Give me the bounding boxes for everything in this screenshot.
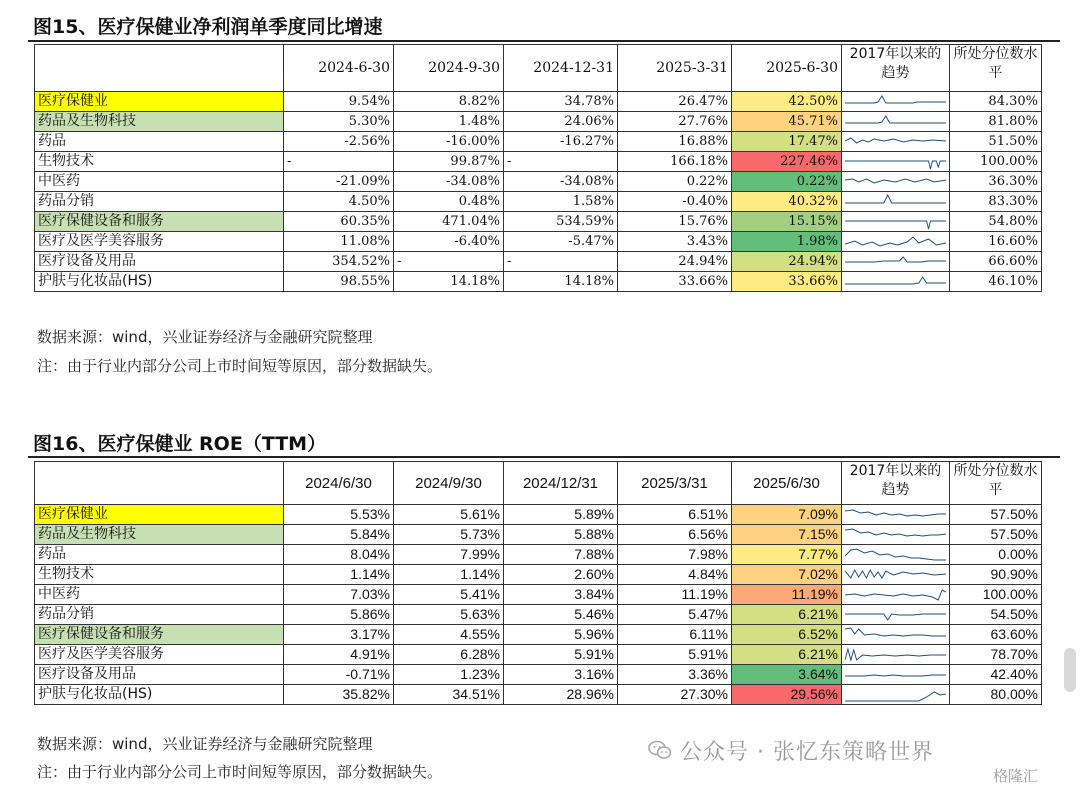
industry-name: 护肤与化妆品(HS) [35,685,284,705]
value-cell: 5.91% [504,645,618,665]
figure15-header-trend: 2017年以来的趋势 [842,45,950,92]
figure15-header-percentile: 所处分位数水平 [950,45,1042,92]
figure15-header-date: 2024-9-30 [394,45,504,92]
scrollbar-thumb[interactable] [1064,648,1076,692]
sparkline-svg [845,566,946,583]
value-cell: 4.50% [284,192,394,212]
value-cell: 11.08% [284,232,394,252]
value-cell: 4.84% [618,565,732,585]
industry-name: 医疗设备及用品 [35,665,284,685]
sparkline-path [845,179,946,183]
industry-name: 医疗保健设备和服务 [35,212,284,232]
table-row [35,152,1042,172]
value-cell: 0.48% [394,192,504,212]
sparkline-svg [845,93,946,110]
value-cell: 1.98% [732,232,842,252]
sparkline-svg [845,233,946,250]
value-cell: -21.09% [284,172,394,192]
value-cell: -34.08% [504,172,618,192]
value-cell: 3.43% [618,232,732,252]
value-cell: 34.78% [504,92,618,112]
sparkline-svg [845,626,946,643]
value-cell: 98.55% [284,272,394,292]
figure16-source: 数据来源：wind，兴业证券经济与金融研究院整理 [37,735,373,753]
percentile-cell: 46.10% [950,272,1042,292]
value-cell: - [394,252,504,272]
trend-sparkline [842,645,950,665]
value-cell: 1.14% [394,565,504,585]
percentile-cell: 90.90% [950,565,1042,585]
value-cell: 4.55% [394,625,504,645]
value-cell: 0.22% [732,172,842,192]
sparkline-path [845,96,946,103]
industry-name: 医疗设备及用品 [35,252,284,272]
sparkline-svg [845,666,946,683]
value-cell: 6.51% [618,505,732,525]
industry-name: 中医药 [35,172,284,192]
value-cell: 60.35% [284,212,394,232]
value-cell: 26.47% [618,92,732,112]
value-cell: 3.17% [284,625,394,645]
value-cell: 8.82% [394,92,504,112]
percentile-cell: 100.00% [950,585,1042,605]
sparkline-path [845,221,946,229]
figure15-header-date: 2024-6-30 [284,45,394,92]
value-cell: 7.03% [284,585,394,605]
value-cell: -5.47% [504,232,618,252]
value-cell: -0.71% [284,665,394,685]
sparkline-svg [845,586,946,603]
percentile-cell: 78.70% [950,645,1042,665]
sparkline-svg [845,113,946,130]
percentile-cell: 63.60% [950,625,1042,645]
trend-sparkline [842,545,950,565]
figure16-header-date: 2024/9/30 [394,462,504,505]
value-cell: 5.89% [504,505,618,525]
industry-name: 护肤与化妆品(HS) [35,272,284,292]
table-row [35,272,1042,292]
industry-name: 药品及生物科技 [35,525,284,545]
figure15-source: 数据来源：wind，兴业证券经济与金融研究院整理 [37,328,373,346]
value-cell: 5.61% [394,505,504,525]
value-cell: 6.21% [732,645,842,665]
percentile-cell: 57.50% [950,525,1042,545]
sparkline-path [845,614,946,620]
trend-sparkline [842,565,950,585]
value-cell: 1.23% [394,665,504,685]
value-cell: 227.46% [732,152,842,172]
industry-name: 药品 [35,545,284,565]
trend-sparkline [842,132,950,152]
sparkline-path [845,570,946,578]
trend-sparkline [842,112,950,132]
value-cell: 42.50% [732,92,842,112]
sparkline-path [845,138,946,143]
wechat-icon [648,740,672,760]
sparkline-svg [845,133,946,150]
value-cell: 3.16% [504,665,618,685]
table-row [35,172,1042,192]
value-cell: 40.32% [732,192,842,212]
figure16-table [34,461,1042,705]
industry-name: 医疗及医学美容服务 [35,232,284,252]
value-cell: 7.77% [732,545,842,565]
value-cell: 17.47% [732,132,842,152]
sparkline-path [845,161,946,169]
trend-sparkline [842,605,950,625]
value-cell: 5.86% [284,605,394,625]
value-cell: 5.41% [394,585,504,605]
table-row [35,585,1042,605]
figure15-header-row [35,45,1042,92]
value-cell: 6.11% [618,625,732,645]
sparkline-path [845,675,946,676]
sparkline-path [845,692,946,701]
table-row [35,232,1042,252]
value-cell: -34.08% [394,172,504,192]
value-cell: 6.52% [732,625,842,645]
table-row [35,645,1042,665]
percentile-cell: 0.00% [950,545,1042,565]
table-row [35,605,1042,625]
value-cell: 14.18% [394,272,504,292]
value-cell: 24.06% [504,112,618,132]
trend-sparkline [842,525,950,545]
value-cell: 1.48% [394,112,504,132]
figure16-rule [28,456,1060,458]
industry-name: 医疗及医学美容服务 [35,645,284,665]
value-cell: 4.91% [284,645,394,665]
sparkline-path [845,116,946,123]
percentile-cell: 80.00% [950,685,1042,705]
value-cell: 99.87% [394,152,504,172]
value-cell: 5.30% [284,112,394,132]
value-cell: 9.54% [284,92,394,112]
value-cell: 6.56% [618,525,732,545]
figure16-header-date: 2024/12/31 [504,462,618,505]
value-cell: -0.40% [618,192,732,212]
value-cell: 15.76% [618,212,732,232]
value-cell: 5.63% [394,605,504,625]
value-cell: 15.15% [732,212,842,232]
value-cell: 8.04% [284,545,394,565]
industry-name: 药品及生物科技 [35,112,284,132]
table-row [35,252,1042,272]
value-cell: 14.18% [504,272,618,292]
value-cell: 5.73% [394,525,504,545]
figure15-note: 注：由于行业内部分公司上市时间短等原因，部分数据缺失。 [37,357,443,375]
table-row [35,92,1042,112]
sparkline-svg [845,213,946,230]
value-cell: 5.91% [618,645,732,665]
figure16-note: 注：由于行业内部分公司上市时间短等原因，部分数据缺失。 [37,763,443,781]
sparkline-path [845,510,946,516]
value-cell: 7.99% [394,545,504,565]
trend-sparkline [842,232,950,252]
value-cell: 1.58% [504,192,618,212]
value-cell: -16.27% [504,132,618,152]
sparkline-svg [845,193,946,210]
value-cell: 0.22% [618,172,732,192]
value-cell: 1.14% [284,565,394,585]
value-cell: 35.82% [284,685,394,705]
industry-name: 医疗保健业 [35,505,284,525]
figure16-title: 图16、医疗保健业 ROE（TTM） [33,433,327,455]
value-cell: 3.36% [618,665,732,685]
table-row [35,625,1042,645]
industry-name: 药品 [35,132,284,152]
percentile-cell: 36.30% [950,172,1042,192]
percentile-cell: 57.50% [950,505,1042,525]
sparkline-path [845,529,946,536]
sparkline-svg [845,273,946,290]
percentile-cell: 54.80% [950,212,1042,232]
value-cell: 7.15% [732,525,842,545]
sparkline-svg [845,606,946,623]
table-row [35,525,1042,545]
figure15-title: 图15、医疗保健业净利润单季度同比增速 [33,16,383,38]
value-cell: 3.84% [504,585,618,605]
table-row [35,665,1042,685]
value-cell: - [504,152,618,172]
value-cell: 11.19% [732,585,842,605]
percentile-cell: 100.00% [950,152,1042,172]
trend-sparkline [842,685,950,705]
value-cell: 33.66% [732,272,842,292]
trend-sparkline [842,272,950,292]
table-row [35,132,1042,152]
sparkline-path [845,590,946,600]
figure16-header-percentile: 所处分位数水平 [950,462,1042,505]
value-cell: 2.60% [504,565,618,585]
value-cell: 534.59% [504,212,618,232]
value-cell: 471.04% [394,212,504,232]
value-cell: 34.51% [394,685,504,705]
value-cell: 3.64% [732,665,842,685]
value-cell: 24.94% [732,252,842,272]
trend-sparkline [842,665,950,685]
sparkline-path [845,237,946,246]
percentile-cell: 83.30% [950,192,1042,212]
sparkline-svg [845,546,946,563]
value-cell: 7.02% [732,565,842,585]
trend-sparkline [842,212,950,232]
sparkline-svg [845,173,946,190]
figure16-header-date: 2025/6/30 [732,462,842,505]
percentile-cell: 54.50% [950,605,1042,625]
watermark-text: 公众号 · 张忆东策略世界 [680,740,934,765]
figure15-header-date: 2025-6-30 [732,45,842,92]
sparkline-path [845,195,946,203]
table-row [35,192,1042,212]
industry-name: 生物技术 [35,152,284,172]
value-cell: 5.88% [504,525,618,545]
percentile-cell: 66.60% [950,252,1042,272]
industry-name: 中医药 [35,585,284,605]
value-cell: 5.53% [284,505,394,525]
value-cell: -16.00% [394,132,504,152]
sparkline-path [845,257,946,262]
industry-name: 生物技术 [35,565,284,585]
sparkline-svg [845,646,946,663]
figure16-header-date: 2024/6/30 [284,462,394,505]
figure15-header-date: 2025-3-31 [618,45,732,92]
percentile-cell: 51.50% [950,132,1042,152]
trend-sparkline [842,192,950,212]
sparkline-path [845,649,946,660]
figure16-header-date: 2025/3/31 [618,462,732,505]
corner-logo: 格隆汇 [993,767,1039,785]
sparkline-svg [845,253,946,270]
sparkline-path [845,277,946,284]
percentile-cell: 81.80% [950,112,1042,132]
trend-sparkline [842,625,950,645]
sparkline-svg [845,526,946,543]
value-cell: 5.47% [618,605,732,625]
figure16-header-name [35,462,284,505]
value-cell: 27.30% [618,685,732,705]
trend-sparkline [842,505,950,525]
value-cell: 354.52% [284,252,394,272]
figure15-table [34,44,1042,292]
trend-sparkline [842,152,950,172]
sparkline-path [845,628,946,636]
value-cell: 6.21% [732,605,842,625]
figure15-header-date: 2024-12-31 [504,45,618,92]
value-cell: 27.76% [618,112,732,132]
table-row [35,685,1042,705]
sparkline-svg [845,153,946,170]
industry-name: 医疗保健业 [35,92,284,112]
trend-sparkline [842,252,950,272]
sparkline-svg [845,686,946,703]
table-row [35,565,1042,585]
figure16-header-trend: 2017年以来的趋势 [842,462,950,505]
industry-name: 药品分销 [35,605,284,625]
sparkline-path [845,549,946,560]
value-cell: 45.71% [732,112,842,132]
value-cell: -6.40% [394,232,504,252]
figure16-header-row [35,462,1042,505]
value-cell: 7.09% [732,505,842,525]
value-cell: 24.94% [618,252,732,272]
industry-name: 药品分销 [35,192,284,212]
value-cell: 7.98% [618,545,732,565]
percentile-cell: 42.40% [950,665,1042,685]
value-cell: 166.18% [618,152,732,172]
value-cell: - [504,252,618,272]
value-cell: 5.84% [284,525,394,545]
figure15-header-name [35,45,284,92]
table-row [35,505,1042,525]
value-cell: 5.46% [504,605,618,625]
value-cell: 29.56% [732,685,842,705]
value-cell: 28.96% [504,685,618,705]
value-cell: 16.88% [618,132,732,152]
table-row [35,212,1042,232]
trend-sparkline [842,172,950,192]
percentile-cell: 16.60% [950,232,1042,252]
sparkline-svg [845,506,946,523]
trend-sparkline [842,585,950,605]
industry-name: 医疗保健设备和服务 [35,625,284,645]
table-row [35,112,1042,132]
trend-sparkline [842,92,950,112]
percentile-cell: 84.30% [950,92,1042,112]
value-cell: 7.88% [504,545,618,565]
figure15-rule [28,40,1060,42]
value-cell: 11.19% [618,585,732,605]
value-cell: 6.28% [394,645,504,665]
value-cell: 33.66% [618,272,732,292]
table-row [35,545,1042,565]
value-cell: 5.96% [504,625,618,645]
value-cell: - [284,152,394,172]
value-cell: -2.56% [284,132,394,152]
